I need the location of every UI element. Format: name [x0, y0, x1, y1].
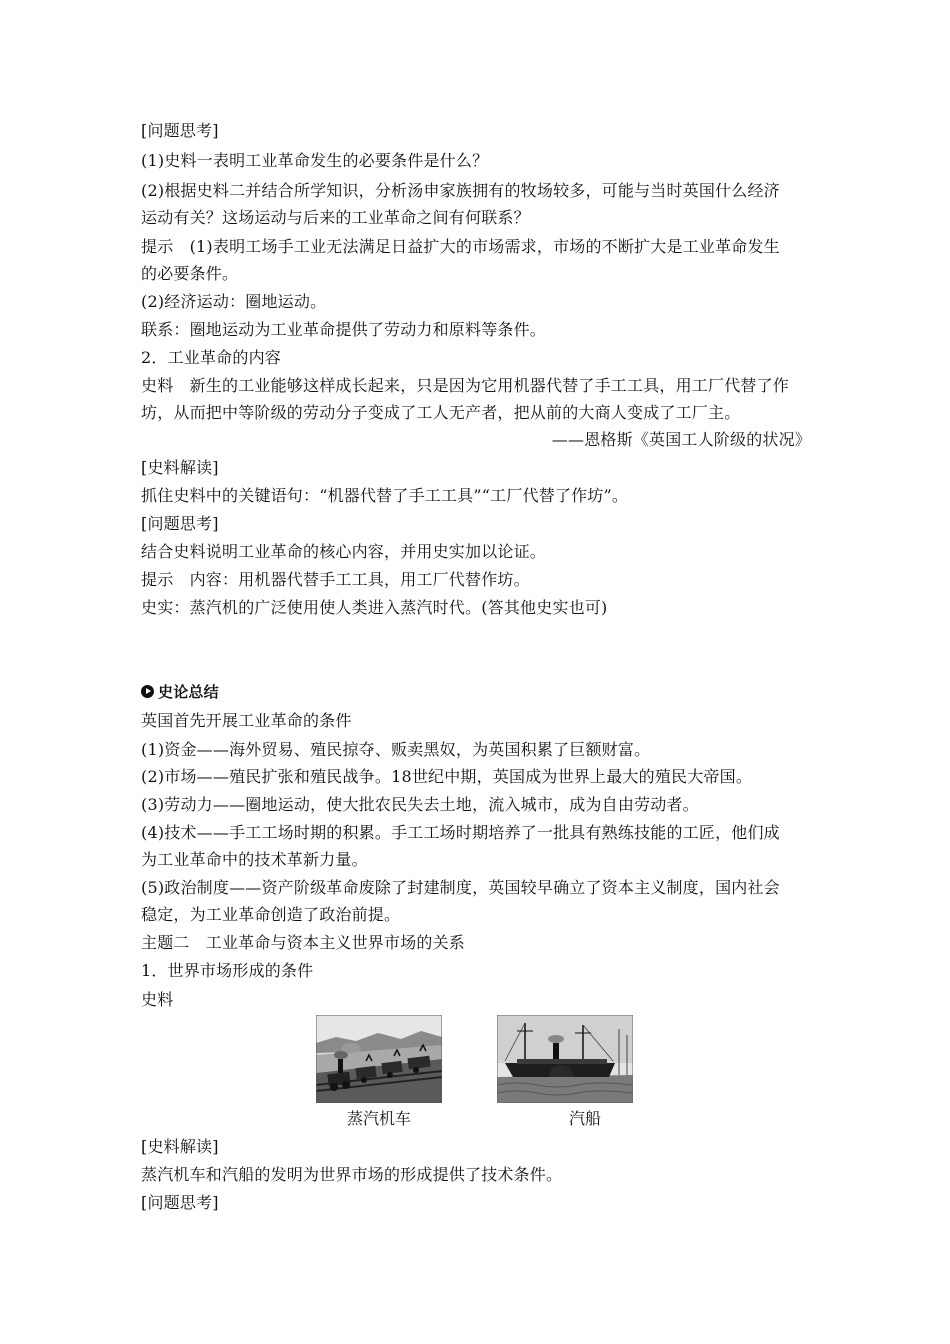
summary-heading	[141, 682, 811, 702]
hint-facts: 史实：蒸汽机的广泛使用使人类进入蒸汽时代。(答其他史实也可)	[141, 598, 608, 617]
source-citation: ——恩格斯《英国工人阶级的状况》	[551, 430, 811, 449]
source-label: 史料	[141, 990, 174, 1009]
steamship-image	[497, 1015, 633, 1103]
play-circle-icon	[141, 685, 154, 698]
source-text-cont: 坊，从而把中等阶级的劳动分子变成了工人无产者，把从前的大商人变成了工厂主。	[141, 403, 741, 422]
condition-5-cont: 稳定，为工业革命创造了政治前提。	[141, 905, 401, 924]
hint-content: 提示 内容：用机器代替手工工具，用工厂代替作坊。	[141, 570, 530, 589]
steamship-caption: 汽船	[568, 1109, 601, 1128]
summary-title: 英国首先开展工业革命的条件	[141, 711, 352, 730]
question-text: 结合史料说明工业革命的核心内容，并用史实加以论证。	[141, 542, 547, 561]
subsection-title: 1．世界市场形成的条件	[141, 961, 314, 980]
section-label: [问题思考]	[141, 121, 219, 140]
question-2: (2)根据史料二并结合所学知识，分析汤申家族拥有的牧场较多，可能与当时英国什么经济	[141, 181, 780, 200]
condition-1: (1)资金——海外贸易、殖民掠夺、贩卖黑奴，为英国积累了巨额财富。	[141, 740, 651, 759]
hint-1-cont: 的必要条件。	[141, 264, 239, 283]
theme-2-title: 主题二 工业革命与资本主义世界市场的关系	[141, 933, 466, 952]
condition-4: (4)技术——手工工场时期的积累。手工工场时期培养了一批具有熟练技能的工匠，他们成	[141, 823, 780, 842]
question-1: (1)史料一表明工业革命发生的必要条件是什么？	[141, 151, 489, 170]
interpretation-text: 蒸汽机车和汽船的发明为世界市场的形成提供了技术条件。	[141, 1165, 563, 1184]
summary-heading-label: 史论总结	[158, 683, 219, 701]
condition-2: (2)市场——殖民扩张和殖民战争。18世纪中期，英国成为世界上最大的殖民大帝国。	[141, 767, 753, 786]
condition-4-cont: 为工业革命中的技术革新力量。	[141, 850, 368, 869]
section-label: [问题思考]	[141, 1193, 219, 1212]
steam-locomotive-image	[316, 1015, 442, 1103]
question-2-cont: 运动有关？这场运动与后来的工业革命之间有何联系？	[141, 208, 530, 227]
hint-relation: 联系：圈地运动为工业革命提供了劳动力和原料等条件。	[141, 320, 547, 339]
hint-2: (2)经济运动：圈地运动。	[141, 292, 327, 311]
section-label: [史料解读]	[141, 1137, 219, 1156]
section-label: [问题思考]	[141, 514, 219, 533]
hint-1: 提示 (1)表明工场手工业无法满足日益扩大的市场需求，市场的不断扩大是工业革命发生	[141, 237, 780, 256]
condition-3: (3)劳动力——圈地运动，使大批农民失去土地，流入城市，成为自由劳动者。	[141, 795, 699, 814]
interpretation-text: 抓住史料中的关键语句：“机器代替了手工工具”“工厂代替了作坊”。	[141, 486, 629, 505]
condition-5: (5)政治制度——资产阶级革命废除了封建制度，英国较早确立了资本主义制度，国内社会	[141, 878, 780, 897]
locomotive-caption: 蒸汽机车	[346, 1109, 411, 1128]
section-label: [史料解读]	[141, 458, 219, 477]
subsection-title: 2．工业革命的内容	[141, 348, 281, 367]
source-text: 史料 新生的工业能够这样成长起来，只是因为它用机器代替了手工工具，用工厂代替了作	[141, 376, 790, 395]
